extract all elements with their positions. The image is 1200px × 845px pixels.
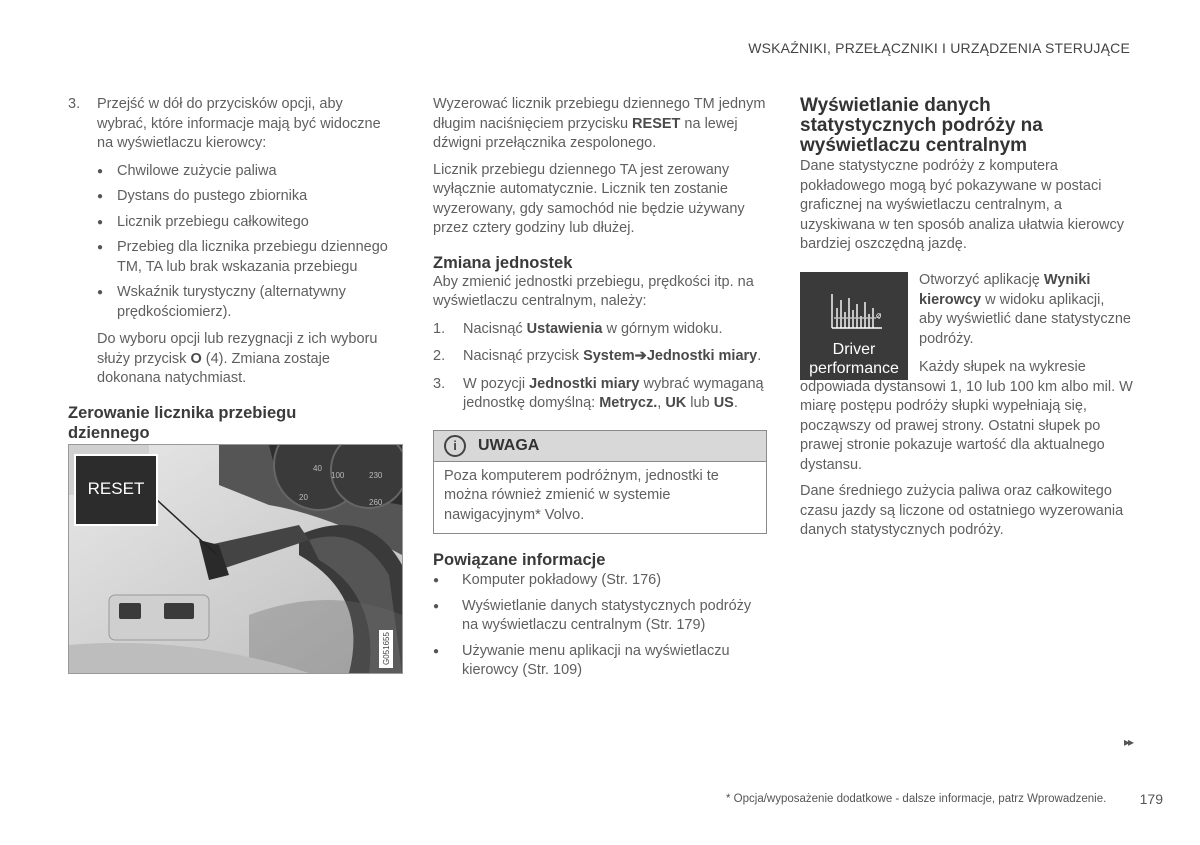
button-o-paragraph: Do wyboru opcji lub rezygnacji z ich wyboru służy przycisk O (4). Zmiana zostaje dokonana natychmiast. xyxy=(97,331,378,386)
related-link[interactable]: ● Używanie menu aplikacji na wyświetlaczu kierowcy (Str. 109) xyxy=(433,642,767,681)
section-heading-reset: Zerowanie licznika przebiegu dziennego xyxy=(68,403,297,442)
section-heading-stats: Wyświetlanie danych statystycznych podróży na wyświetlaczu centralnym xyxy=(800,95,1043,156)
list-item: ● Przebieg dla licznika przebiegu dziennego TM, TA lub brak wskazania przebiegu xyxy=(97,238,393,277)
bar-chart-icon xyxy=(800,272,908,332)
list-item: 2. Nacisnąć przycisk System➔Jednostki miary. xyxy=(433,348,762,364)
section-heading-related: Powiązane informacje xyxy=(433,551,606,569)
note-title: UWAGA xyxy=(478,436,540,454)
fuel-paragraph: Dane średniego zużycia paliwa oraz całkowitego czasu jazdy są liczone od ostatniego wyzerowania danych statystycznych podróży. xyxy=(800,483,1124,538)
related-links xyxy=(433,571,767,681)
note-box xyxy=(433,430,767,535)
note-header xyxy=(434,431,766,462)
list-item: ● Licznik przebiegu całkowitego xyxy=(97,213,393,233)
gauge-label-40: 40 xyxy=(313,464,322,473)
open-app-paragraph: Otworzyć aplikację Wyniki kierowcy w widoku aplikacji, aby wyświetlić dane statystyczne podróży. xyxy=(919,272,1131,347)
units-steps xyxy=(433,320,767,414)
reset-lever-photo xyxy=(68,444,403,674)
column-left xyxy=(68,95,393,443)
running-header: WSKAŹNIKI, PRZEŁĄCZNIKI I URZĄDZENIA STERUJĄCE xyxy=(748,40,1130,56)
reset-paragraph: Wyzerować licznik przebiegu dziennego TM jednym długim naciśnięciem przycisku RESET na lewej dźwigni przełącznika zespolonego. xyxy=(433,96,766,151)
list-item: 1. Nacisnąć Ustawienia w górnym widoku. xyxy=(433,320,723,337)
units-intro: Aby zmienić jednostki przebiegu, prędkości itp. na wyświetlaczu centralnym, należy: xyxy=(433,273,754,309)
footnote: * Opcja/wyposażenie dodatkowe - dalsze informacje, patrz Wprowadzenie. xyxy=(726,793,1107,805)
gauge-label-100: 100 xyxy=(331,471,345,480)
info-icon: i xyxy=(444,435,466,457)
display-options-list xyxy=(97,162,393,323)
gauge-label-20: 20 xyxy=(299,493,308,502)
page-number: 179 xyxy=(1139,791,1163,807)
list-item: ● Wskaźnik turystyczny (alternatywny prędkościomierz). xyxy=(97,283,393,322)
figure-code: G051655 xyxy=(382,632,391,665)
continue-arrows-icon: ▸▸ xyxy=(1123,735,1132,749)
gauge-label-260: 260 xyxy=(369,498,383,507)
column-right xyxy=(800,96,1132,255)
ta-paragraph: Licznik przebiegu dziennego TA jest zerowany wyłącznie automatycznie. Licznik ten zostanie wyzerowany, gdy samochód nie będzie używany przez cztery godziny lub dłużej. xyxy=(433,161,745,236)
gauge-label-230: 230 xyxy=(369,471,383,480)
note-text: Poza komputerem podróżnym, jednostki te można również zmienić w systemie nawigacyjnym* Volvo. xyxy=(444,467,719,523)
step-number: 3. xyxy=(68,96,81,112)
lever-illustration xyxy=(69,445,402,673)
related-link[interactable]: ● Komputer pokładowy (Str. 176) xyxy=(433,571,767,591)
related-link[interactable]: ● Wyświetlanie danych statystycznych podróży na wyświetlaczu centralnym (Str. 179) xyxy=(433,597,767,636)
bars-paragraph: Każdy słupek na wykresie odpowiada dystansowi 1, 10 lub 100 km albo mil. W miarę postępu podróży słupki wypełniają się, począwszy od prawej strony. Ostatni słupek po prawej stronie pokazuje wartość dla aktualnego dystansu. xyxy=(800,359,1133,473)
step-3 xyxy=(68,95,393,154)
arrow-icon: ➔ xyxy=(634,348,647,364)
list-item: ● Chwilowe zużycie paliwa xyxy=(97,162,393,182)
tile-label-line1: Driver xyxy=(832,341,876,358)
list-item: ● Dystans do pustego zbiornika xyxy=(97,187,393,207)
tile-label-line2: performance xyxy=(809,360,899,377)
column-middle xyxy=(433,95,767,681)
stats-intro: Dane statystyczne podróży z komputera pokładowego mogą być pokazywane w postaci graficznej na wyświetlaczu centralnym, a uzyskiwana w ten sposób analiza ułatwia kierowcy bardziej oszczędną jazdę. xyxy=(800,158,1124,252)
step-text: Przejść w dół do przycisków opcji, aby wybrać, które informacje mają być widoczne na wyświetlaczu kierowcy: xyxy=(97,96,381,151)
list-item: 3. W pozycji Jednostki miary wybrać wymaganą jednostkę domyślną: Metrycz., UK lub US. xyxy=(433,375,764,411)
section-heading-units: Zmiana jednostek xyxy=(433,253,573,272)
reset-callout-label: RESET xyxy=(87,479,145,498)
average-symbol: ⌀ xyxy=(876,310,882,320)
